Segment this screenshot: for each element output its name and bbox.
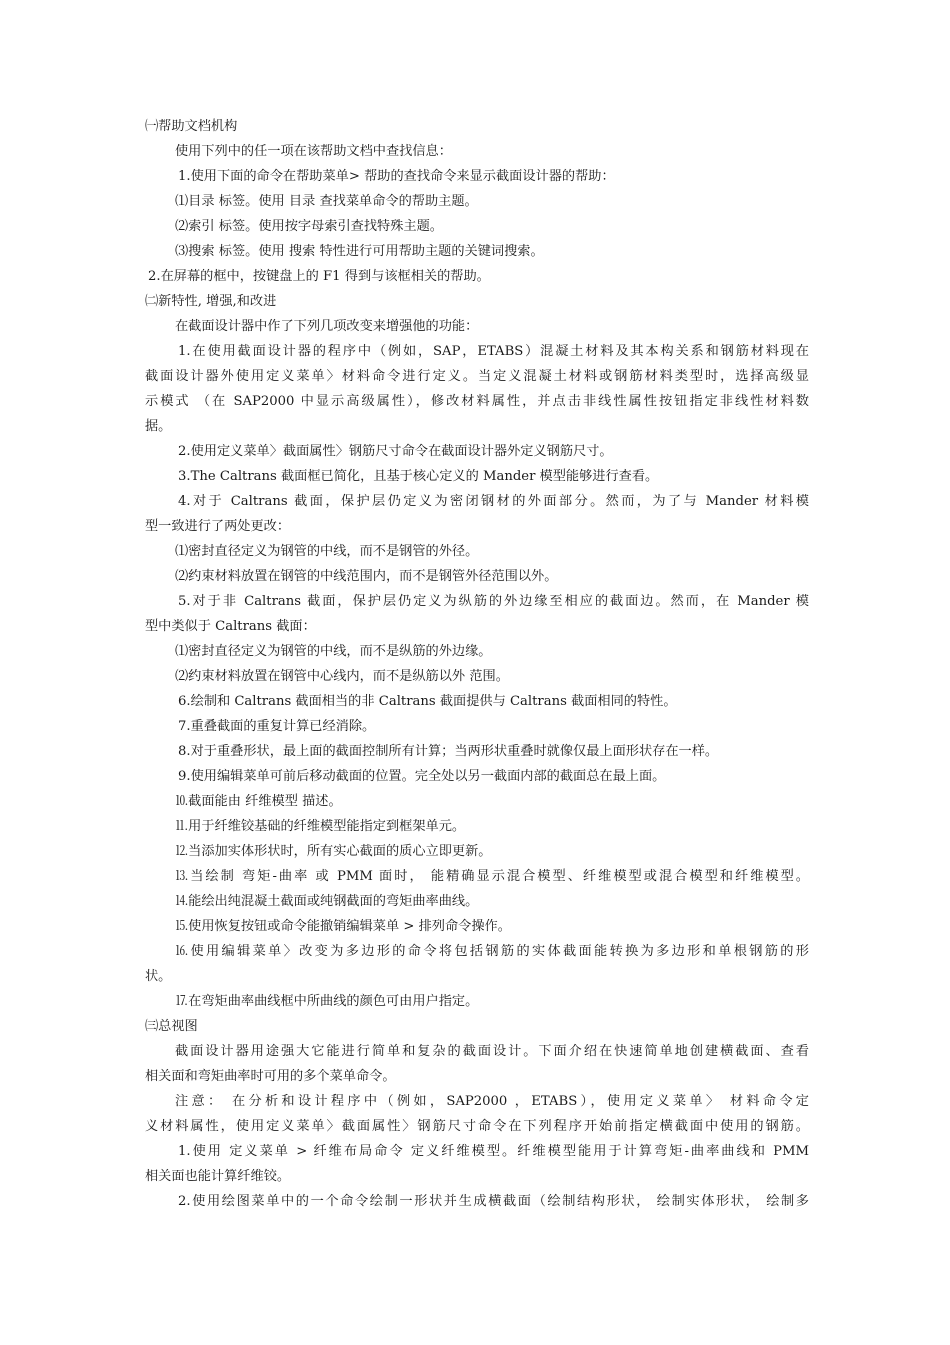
text-line: 使用下列中的任一项在该帮助文档中查找信息：	[175, 144, 452, 159]
text-line: 2.在屏幕的框中，按键盘上的 F1 得到与该框相关的帮助。	[148, 269, 490, 284]
text-line: 型中类似于 Caltrans 截面：	[145, 619, 316, 634]
text-line: ⑵索引 标签。使用按字母索引查找特殊主题。	[175, 219, 443, 234]
text-line: ⑴密封直径定义为钢管的中线，而不是纵筋的外边缘。	[175, 644, 492, 659]
text-line: 1.使用下面的命令在帮助菜单> 帮助的查找命令来显示截面设计器的帮助：	[178, 169, 615, 184]
text-line: ⒓当添加实体形状时，所有实心截面的质心立即更新。	[175, 844, 492, 859]
text-line: 状。	[145, 969, 172, 984]
text-line: ㈢总视图	[145, 1019, 198, 1034]
text-line: 1.使用 定义菜单 > 纤维布局命令 定义纤维模型。纤维模型能用于计算弯矩-曲率曲线和 PMM	[178, 1144, 809, 1159]
text-line: 示模式 （在 SAP2000 中显示高级属性），修改材料属性，并点击非线性属性按钮指定非线性材料数	[145, 394, 809, 409]
text-line: ⒑截面能由 纤维模型 描述。	[175, 794, 342, 809]
text-line: ⒖使用恢复按钮或命令能撤销编辑菜单 > 排列命令操作。	[175, 919, 511, 934]
text-line: ㈠帮助文档机构	[145, 119, 238, 134]
text-line: 4.对于 Caltrans 截面，保护层仍定义为密闭钢材的外面部分。然而，为了与 Mander 材料模	[178, 494, 809, 509]
text-line: 2.使用定义菜单〉截面属性〉钢筋尺寸命令在截面设计器外定义钢筋尺寸。	[178, 444, 613, 459]
text-line: ⑶搜索 标签。使用 搜索 特性进行可用帮助主题的关键词搜索。	[175, 244, 544, 259]
text-line: 8.对于重叠形状，最上面的截面控制所有计算；当两形状重叠时就像仅最上面形状存在一样。	[178, 744, 719, 759]
text-line: ㈡新特性, 增强,和改进	[145, 294, 277, 309]
text-line: ⑵约束材料放置在钢管的中线范围内，而不是钢管外径范围以外。	[175, 569, 558, 584]
text-line: 型一致进行了两处更改：	[145, 519, 291, 534]
text-line: 在截面设计器中作了下列几项改变来增强他的功能：	[175, 319, 479, 334]
text-line: 截面设计器外使用定义菜单〉材料命令进行定义。当定义混凝土材料或钢筋材料类型时，选择高级显	[145, 369, 809, 384]
text-line: ⒔当绘制 弯矩-曲率 或 PMM 面时， 能精确显示混合模型、纤维模型或混合模型和纤维模型。	[175, 869, 809, 884]
document-body	[145, 114, 809, 1214]
text-line: 6.绘制和 Caltrans 截面相当的非 Caltrans 截面提供与 Caltrans 截面相同的特性。	[178, 694, 677, 709]
text-line: 据。	[145, 419, 172, 434]
text-line: 1.在使用截面设计器的程序中（例如，SAP，ETABS）混凝土材料及其本构关系和钢筋材料现在	[178, 344, 809, 359]
text-line: ⒒用于纤维铰基础的纤维模型能指定到框架单元。	[175, 819, 466, 834]
text-line: 相关面也能计算纤维铰。	[145, 1169, 291, 1184]
text-line: 3.The Caltrans 截面框已简化，且基于核心定义的 Mander 模型能够进行查看。	[178, 469, 659, 484]
text-line: ⒘在弯矩曲率曲线框中所曲线的颜色可由用户指定。	[175, 994, 479, 1009]
text-line: 相关面和弯矩曲率时可用的多个菜单命令。	[145, 1069, 396, 1084]
text-line: 5.对于非 Caltrans 截面，保护层仍定义为纵筋的外边缘至相应的截面边。然而，在 Mander 模	[178, 594, 809, 609]
text-line: 2.使用绘图菜单中的一个命令绘制一形状并生成横截面（绘制结构形状， 绘制实体形状， 绘制多	[178, 1194, 809, 1209]
text-line: 义材料属性，使用定义菜单〉截面属性〉钢筋尺寸命令在下列程序开始前指定横截面中使用的钢筋。	[145, 1119, 809, 1134]
text-line: 注意： 在分析和设计程序中（例如，SAP2000 ，ETABS），使用定义菜单〉 材料命令定	[175, 1094, 809, 1109]
text-line: ⑴目录 标签。使用 目录 查找菜单命令的帮助主题。	[175, 194, 478, 209]
text-line: 7.重叠截面的重复计算已经消除。	[178, 719, 376, 734]
text-line: 9.使用编辑菜单可前后移动截面的位置。完全处以另一截面内部的截面总在最上面。	[178, 769, 666, 784]
text-line: ⒕能绘出纯混凝土截面或纯钢截面的弯矩曲率曲线。	[175, 894, 479, 909]
text-line: ⑵约束材料放置在钢管中心线内，而不是纵筋以外 范围。	[175, 669, 509, 684]
text-line: ⒗使用编辑菜单〉改变为多边形的命令将包括钢筋的实体截面能转换为多边形和单根钢筋的形	[175, 944, 809, 959]
text-line: 截面设计器用途强大它能进行简单和复杂的截面设计。下面介绍在快速简单地创建横截面、查看	[175, 1044, 809, 1059]
text-line: ⑴密封直径定义为钢管的中线，而不是钢管的外径。	[175, 544, 479, 559]
